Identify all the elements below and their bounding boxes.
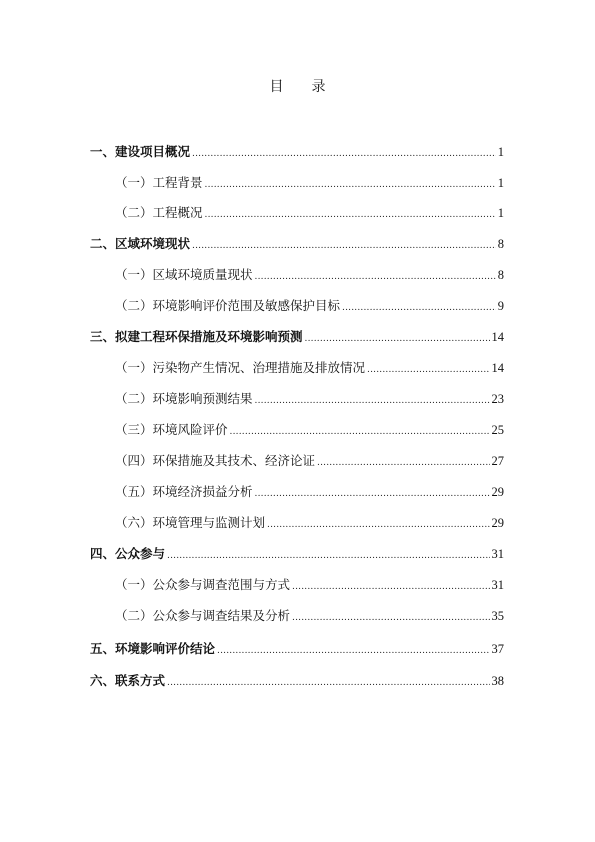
toc-entry[interactable] bbox=[90, 235, 504, 253]
toc-entry[interactable] bbox=[90, 545, 504, 563]
toc-entry[interactable] bbox=[115, 607, 504, 625]
toc-entry[interactable] bbox=[115, 390, 504, 408]
toc-entry[interactable] bbox=[115, 421, 504, 439]
toc-entry-page: 14 bbox=[491, 330, 504, 344]
toc-entry-page: 1 bbox=[497, 145, 504, 159]
toc-leader-dots bbox=[167, 547, 489, 565]
toc-entry[interactable] bbox=[90, 143, 504, 161]
toc-entry-page: 29 bbox=[491, 485, 504, 499]
toc-entry-page: 14 bbox=[491, 361, 504, 375]
toc-entry-page: 35 bbox=[491, 609, 504, 623]
toc-entry-page: 1 bbox=[497, 206, 504, 220]
toc-leader-dots bbox=[292, 609, 489, 627]
toc-entry[interactable] bbox=[115, 297, 504, 315]
toc-leader-dots bbox=[230, 423, 490, 441]
toc-entry-page: 27 bbox=[491, 454, 504, 468]
toc-entry-page: 23 bbox=[491, 392, 504, 406]
toc-entry-page: 29 bbox=[491, 516, 504, 530]
toc-entry-label: （一）区域环境质量现状 bbox=[115, 267, 253, 282]
toc-leader-dots bbox=[217, 642, 489, 660]
toc-leader-dots bbox=[255, 392, 490, 410]
toc-entry-label: （二）环境影响预测结果 bbox=[115, 391, 253, 406]
toc-entry-page: 31 bbox=[491, 578, 504, 592]
toc-entry[interactable] bbox=[90, 672, 504, 690]
toc-entry-page: 1 bbox=[497, 176, 504, 190]
toc-entry-label: （四）环保措施及其技术、经济论证 bbox=[115, 453, 316, 468]
toc-entry[interactable] bbox=[115, 359, 504, 377]
toc-leader-dots bbox=[367, 361, 489, 379]
toc-entry-label: （一）污染物产生情况、治理措施及排放情况 bbox=[115, 360, 366, 375]
toc-entry-label: （六）环境管理与监测计划 bbox=[115, 515, 266, 530]
toc-entry-page: 37 bbox=[491, 642, 504, 656]
toc-entry-label: （五）环境经济损益分析 bbox=[115, 484, 253, 499]
toc-entry-label: （二）公众参与调查结果及分析 bbox=[115, 608, 291, 623]
toc-leader-dots bbox=[167, 674, 489, 692]
toc-entry-label: （二）环境影响评价范围及敏感保护目标 bbox=[115, 298, 341, 313]
toc-entry-label: （一）工程背景 bbox=[115, 175, 203, 190]
toc-leader-dots bbox=[255, 485, 490, 503]
toc-leader-dots bbox=[205, 206, 496, 224]
toc-entry[interactable] bbox=[90, 640, 504, 658]
toc-entry[interactable] bbox=[115, 514, 504, 532]
toc-leader-dots bbox=[255, 268, 496, 286]
toc-entry-label: 六、联系方式 bbox=[90, 673, 166, 688]
toc-entry-label: 五、环境影响评价结论 bbox=[90, 641, 216, 656]
toc-entry-page: 8 bbox=[497, 237, 504, 251]
toc-leader-dots bbox=[267, 516, 489, 534]
toc-leader-dots bbox=[205, 176, 496, 194]
toc-leader-dots bbox=[292, 578, 489, 596]
toc-entry-label: （一）公众参与调查范围与方式 bbox=[115, 577, 291, 592]
toc-entry-page: 8 bbox=[497, 268, 504, 282]
toc-entry[interactable] bbox=[115, 174, 504, 192]
toc-entry-label: 一、建设项目概况 bbox=[90, 144, 191, 159]
toc-leader-dots bbox=[317, 454, 489, 472]
toc-entry[interactable] bbox=[90, 328, 504, 346]
toc-entry-label: 三、拟建工程环保措施及环境影响预测 bbox=[90, 329, 303, 344]
toc-entry[interactable] bbox=[115, 483, 504, 501]
toc-entry-label: （三）环境风险评价 bbox=[115, 422, 228, 437]
toc-leader-dots bbox=[342, 299, 496, 317]
toc-entry[interactable] bbox=[115, 266, 504, 284]
toc-entry-label: 二、区域环境现状 bbox=[90, 236, 191, 251]
toc-entry[interactable] bbox=[115, 576, 504, 594]
toc-entry[interactable] bbox=[115, 452, 504, 470]
toc-entry[interactable] bbox=[115, 204, 504, 222]
toc-entry-label: （二）工程概况 bbox=[115, 205, 203, 220]
toc-leader-dots bbox=[192, 237, 496, 255]
toc-entry-page: 9 bbox=[497, 299, 504, 313]
toc-entry-label: 四、公众参与 bbox=[90, 546, 166, 561]
toc-entry-page: 31 bbox=[491, 547, 504, 561]
toc-entry-page: 25 bbox=[491, 423, 504, 437]
toc-leader-dots bbox=[305, 330, 490, 348]
toc-leader-dots bbox=[192, 145, 496, 163]
page-title: 目 录 bbox=[269, 79, 326, 95]
toc-entry-page: 38 bbox=[491, 674, 504, 688]
